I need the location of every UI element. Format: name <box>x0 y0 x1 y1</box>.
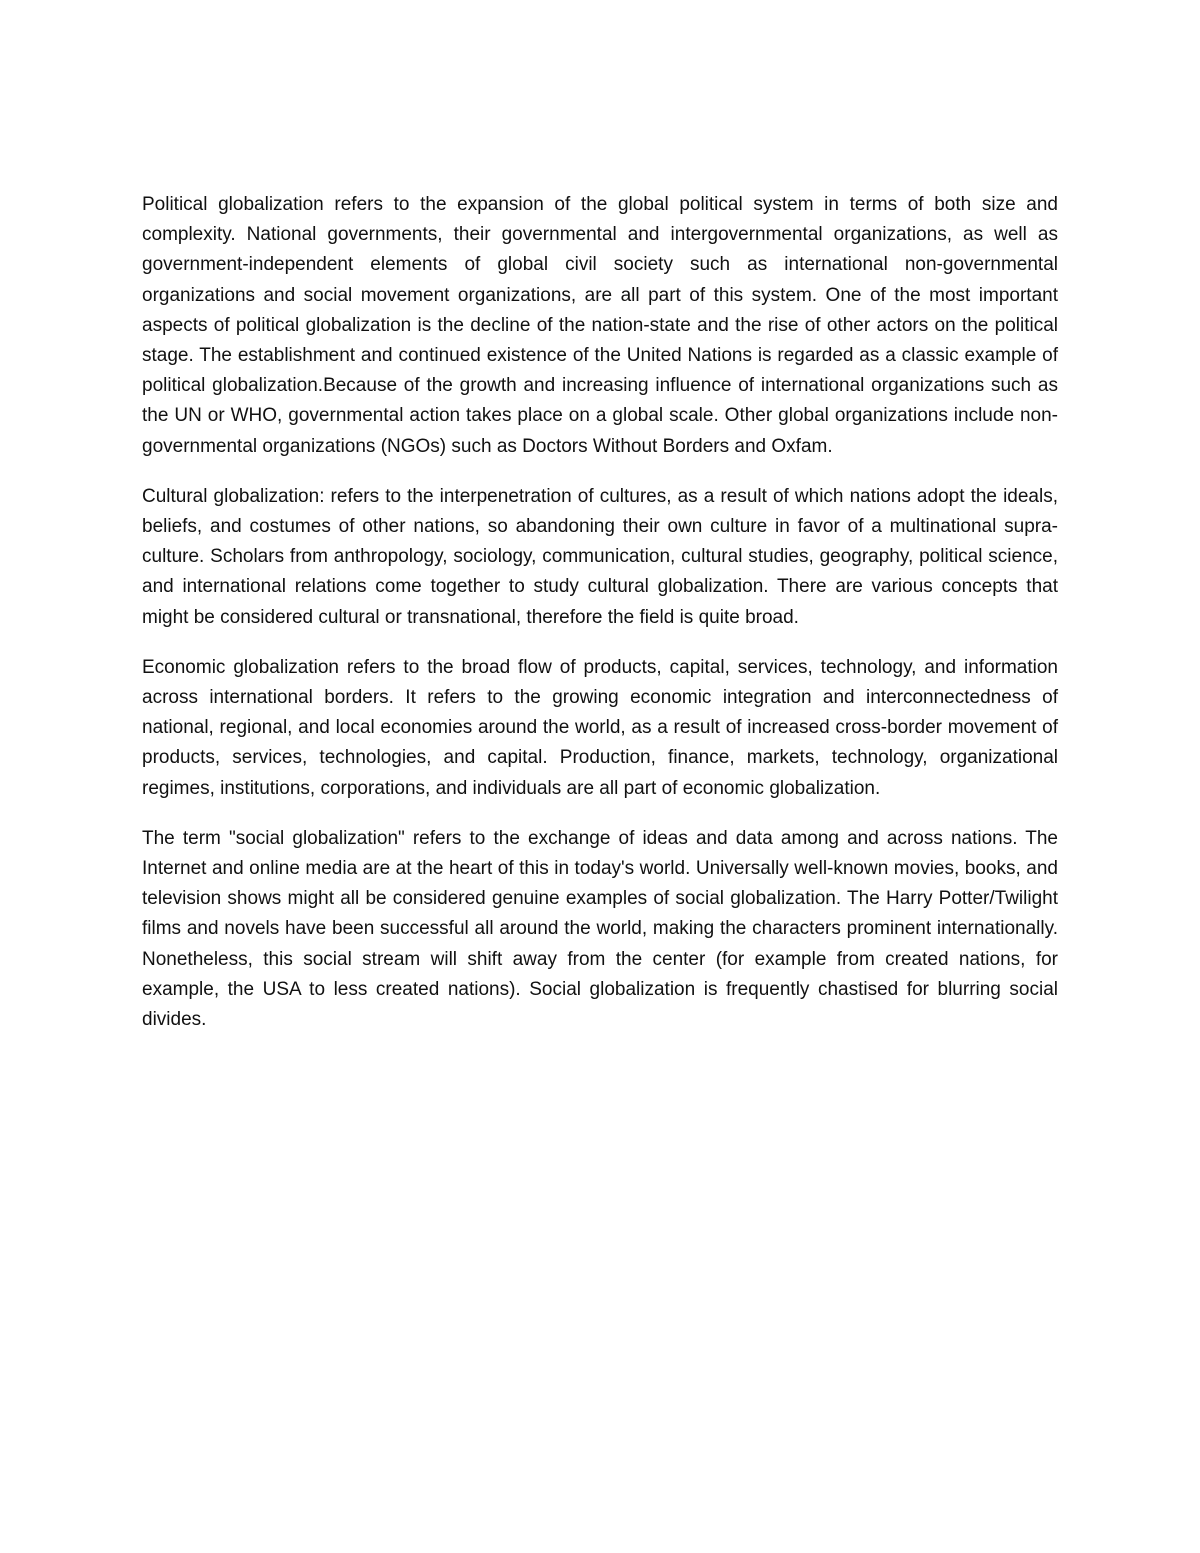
paragraph-social-globalization: The term "social globalization" refers to the exchange of ideas and data among and across nations. The Internet and online media are at the heart of this in today's world. Universally well-known movies, books, and television shows might all be considered genuine examples of social globalization. The Harry Potter/Twilight films and novels have been successful all around the world, making the characters prominent internationally. Nonetheless, this social stream will shift away from the center (for example from created nations, for example, the USA to less created nations). Social globalization is frequently chastised for blurring social divides. <box>142 827 1058 1031</box>
paragraph-economic-globalization: Economic globalization refers to the broad flow of products, capital, services, technology, and information across international borders. It refers to the growing economic integration and interconnectedness of national, regional, and local economies around the world, as a result of increased cross-border movement of products, services, technologies, and capital. Production, finance, markets, technology, organizational regimes, institutions, corporations, and individuals are all part of economic globalization. <box>142 656 1058 799</box>
paragraph-cultural-globalization: Cultural globalization: refers to the interpenetration of cultures, as a result of which nations adopt the ideals, beliefs, and costumes of other nations, so abandoning their own culture in favor of a multinational supra-culture. Scholars from anthropology, sociology, communication, cultural studies, geography, political science, and international relations come together to study cultural globalization. There are various concepts that might be considered cultural or transnational, therefore the field is quite broad. <box>142 485 1058 628</box>
paragraph-political-globalization: Political globalization refers to the expansion of the global political system in terms of both size and complexity. National governments, their governmental and intergovernmental organizations, as well as government-independent elements of global civil society such as international non-governmental organizations and social movement organizations, are all part of this system. One of the most important aspects of political globalization is the decline of the nation-state and the rise of other actors on the political stage. The establishment and continued existence of the United Nations is regarded as a classic example of political globalization.Because of the growth and increasing influence of international organizations such as the UN or WHO, governmental action takes place on a global scale. Other global organizations include non-governmental organizations (NGOs) such as Doctors Without Borders and Oxfam. <box>142 194 1058 457</box>
document-body <box>142 190 1058 1055</box>
